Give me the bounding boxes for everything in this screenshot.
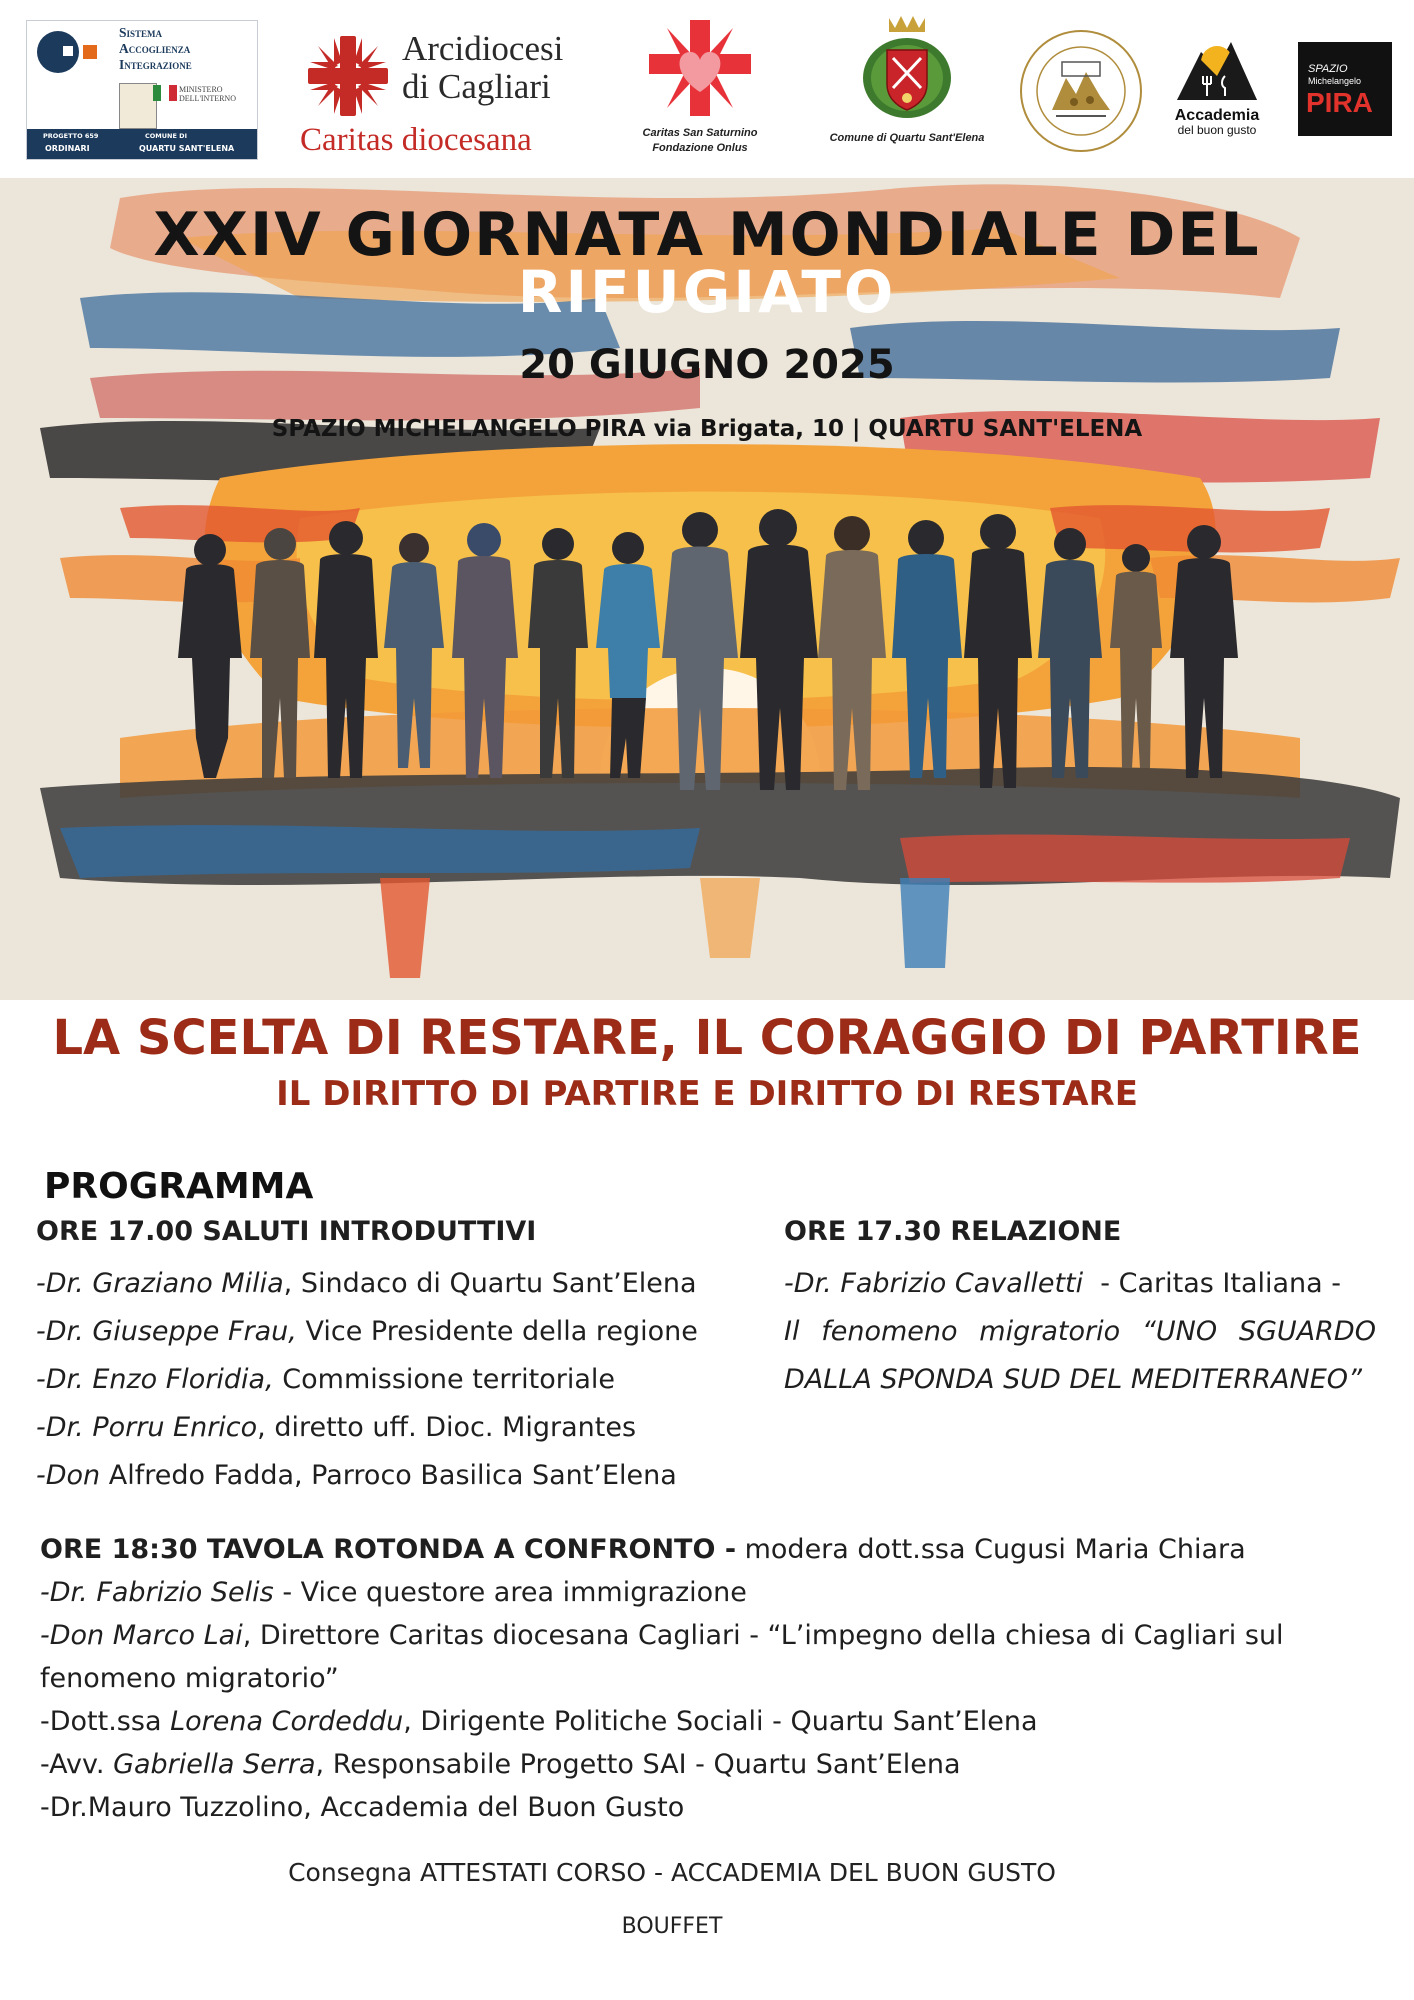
speaker-line xyxy=(36,1356,756,1404)
caritas-line1: Arcidiocesi xyxy=(402,29,564,68)
speaker-line xyxy=(36,1260,756,1308)
pira-line1: SPAZIO xyxy=(1308,63,1348,75)
banner-venue: SPAZIO MICHELANGELO PIRA via Brigata, 10 | QUARTU SANT'ELENA xyxy=(271,416,1143,442)
speaker-name: -Dr. Graziano Milia xyxy=(36,1268,284,1299)
speaker-role: , diretto uff. Dioc. Migrantes xyxy=(257,1412,637,1443)
topic-word: fenomeno xyxy=(821,1316,958,1347)
roundtable-section xyxy=(40,1528,1390,1829)
roundtable-line xyxy=(40,1571,1390,1614)
speaker-role: Vice Presidente della regione xyxy=(296,1316,698,1347)
sai-bar-left-top: PROGETTO 659 xyxy=(43,132,99,140)
roundtable-name: Gabriella Serra xyxy=(113,1749,316,1780)
program-right-column xyxy=(784,1212,1376,1404)
saturnino-logo xyxy=(620,18,780,168)
topic-word: migratorio xyxy=(979,1316,1121,1347)
topic-word: SGUARDO xyxy=(1238,1316,1376,1347)
speaker-line xyxy=(36,1404,756,1452)
accademia-line2: del buon gusto xyxy=(1177,123,1257,137)
topic-word: “UNO xyxy=(1141,1316,1218,1347)
sai-square-icon xyxy=(83,45,97,59)
roundtable-line xyxy=(40,1786,1390,1829)
roundtable-moderator: modera dott.ssa Cugusi Maria Chiara xyxy=(736,1534,1246,1565)
speaker-role: , Sindaco di Quartu Sant’Elena xyxy=(283,1268,697,1299)
program-title: PROGRAMMA xyxy=(44,1166,314,1207)
certificates-note: Consegna ATTESTATI CORSO - ACCADEMIA DEL BUON GUSTO xyxy=(288,1858,1056,1887)
topic-word: Il xyxy=(784,1316,800,1347)
saturnino-caption: Caritas San Saturnino Fondazione Onlus xyxy=(642,127,758,154)
roundtable-line xyxy=(40,1700,1390,1743)
roundtable-line xyxy=(40,1614,1390,1657)
heart-cross-icon xyxy=(645,18,755,118)
pira-logo xyxy=(1298,42,1392,136)
hero-banner xyxy=(0,178,1414,1000)
logo-strip xyxy=(0,0,1414,175)
migrantes-logo xyxy=(1016,26,1146,156)
accademia-logo xyxy=(1158,38,1276,148)
greetings-heading: ORE 17.00 SALUTI INTRODUTTIVI xyxy=(36,1216,537,1247)
banner-date: 20 GIUGNO 2025 xyxy=(519,342,895,388)
roundtable-name: Lorena Cordeddu xyxy=(170,1706,404,1737)
speaker-line xyxy=(36,1308,756,1356)
caritas-line2: di Cagliari xyxy=(402,67,551,106)
caritas-cross-icon xyxy=(304,32,392,120)
accademia-line1: Accademia xyxy=(1174,107,1260,124)
main-headline: LA SCELTA DI RESTARE, IL CORAGGIO DI PARTIRE xyxy=(52,1010,1362,1066)
sai-circle-icon xyxy=(37,31,79,73)
talk-speaker-org: - Caritas Italiana - xyxy=(1083,1268,1342,1299)
roundtable-role: , Direttore Caritas diocesana Cagliari - “L’impegno della chiesa di Cagliari sul xyxy=(242,1620,1284,1651)
roundtable-line xyxy=(40,1657,1390,1700)
migrantes-seal-icon xyxy=(1016,26,1146,156)
speaker-role: Alfredo Fadda, Parroco Basilica Sant’Elena xyxy=(100,1460,677,1491)
program-left-column xyxy=(36,1212,756,1500)
sai-logo xyxy=(26,20,258,160)
sai-bar-right-top: COMUNE DI xyxy=(145,132,187,140)
comune-caption: Comune di Quartu Sant'Elena xyxy=(829,132,985,144)
sub-headline: IL DIRITTO DI PARTIRE E DIRITTO DI RESTARE xyxy=(276,1074,1138,1114)
sai-footer-bar xyxy=(27,129,257,159)
roundtable-prefix: -Dr.Mauro Tuzzolino, Accademia del Buon Gusto xyxy=(40,1792,685,1823)
pira-line3: PIRA xyxy=(1306,87,1373,118)
roundtable-role: , Responsabile Progetto SAI - Quartu Sant’Elena xyxy=(315,1749,961,1780)
roundtable-name: -Dr. Fabrizio Selis xyxy=(40,1577,274,1608)
roundtable-prefix: -Avv. xyxy=(40,1749,114,1780)
italian-flag-icon xyxy=(153,85,177,101)
talk-topic-line1 xyxy=(784,1308,1376,1356)
sai-emblem-icon xyxy=(119,83,157,129)
talk-topic xyxy=(784,1308,1376,1404)
speaker-name: -Dr. Enzo Floridia, xyxy=(36,1364,274,1395)
banner-title-highlight: RIFUGIATO xyxy=(517,258,897,326)
sai-bar-left: ORDINARI xyxy=(45,144,90,153)
speaker-name: -Dr. Giuseppe Frau, xyxy=(36,1316,297,1347)
roundtable-role: , Dirigente Politiche Sociali - Quartu Sant’Elena xyxy=(403,1706,1038,1737)
roundtable-name: -Don Marco Lai xyxy=(40,1620,243,1651)
roundtable-prefix: fenomeno migratorio” xyxy=(40,1663,339,1694)
comune-logo xyxy=(814,14,1000,164)
accademia-mountain-icon xyxy=(1171,38,1263,102)
caritas-line3: Caritas diocesana xyxy=(300,122,532,158)
roundtable-heading: ORE 18:30 TAVOLA ROTONDA A CONFRONTO - xyxy=(40,1534,737,1565)
caritas-logo xyxy=(298,26,568,156)
sai-ministry: MINISTERO DELL'INTERNO xyxy=(179,85,236,103)
speaker-line xyxy=(36,1452,756,1500)
speaker-name: -Don xyxy=(36,1460,101,1491)
talk-heading: ORE 17.30 RELAZIONE xyxy=(784,1216,1122,1247)
talk-topic-line2: DALLA SPONDA SUD DEL MEDITERRANEO” xyxy=(784,1364,1363,1395)
speaker-name: -Dr. Porru Enrico xyxy=(36,1412,258,1443)
sai-bar-right: QUARTU SANT'ELENA xyxy=(139,144,235,153)
coat-of-arms-icon xyxy=(859,14,955,126)
roundtable-prefix: -Dott.ssa xyxy=(40,1706,171,1737)
sai-title: Sistema Accoglienza Integrazione xyxy=(119,25,192,72)
roundtable-role: - Vice questore area immigrazione xyxy=(273,1577,747,1608)
speaker-role: Commissione territoriale xyxy=(273,1364,615,1395)
talk-speaker-name: -Dr. Fabrizio Cavalletti xyxy=(784,1268,1084,1299)
talk-speaker-line xyxy=(784,1260,1376,1308)
roundtable-heading-line xyxy=(40,1528,1390,1571)
buffet-note: BOUFFET xyxy=(621,1914,723,1939)
banner-title: XXIV GIORNATA MONDIALE DEL xyxy=(153,200,1261,270)
roundtable-line xyxy=(40,1743,1390,1786)
pira-line2: Michelangelo xyxy=(1308,76,1362,86)
